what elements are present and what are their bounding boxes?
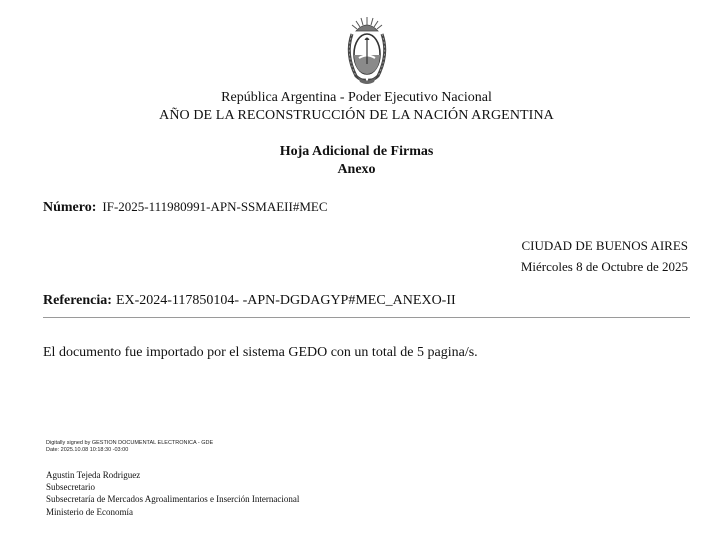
document-number-label: Número: <box>43 200 97 215</box>
document-title: Hoja Adicional de Firmas <box>279 144 434 159</box>
coat-of-arms-icon <box>342 14 392 88</box>
digital-signature-line: Digitally signed by GESTION DOCUMENTAL ELECTRONICA - GDE <box>46 440 214 446</box>
document-number-value: IF-2025-111980991-APN-SSMAEII#MEC <box>102 199 328 214</box>
signer-name: Agustin Tejeda Rodriguez <box>46 470 141 480</box>
digital-signature-stamp <box>46 440 213 454</box>
body-text: El documento fue importado por el sistema GEDO con un total de 5 pagina/s. <box>43 345 478 360</box>
document-subtitle: Anexo <box>337 162 376 177</box>
signer-office: Subsecretaría de Mercados Agroalimentarios e Inserción Internacional <box>46 494 300 505</box>
signer-ministry: Ministerio de Economía <box>46 506 133 517</box>
header-line-2: AÑO DE LA RECONSTRUCCIÓN DE LA NACIÓN ARGENTINA <box>159 108 554 123</box>
reference-value: EX-2024-117850104- -APN-DGDAGYP#MEC_ANEXO-II <box>115 293 456 308</box>
city: CIUDAD DE BUENOS AIRES <box>521 238 688 253</box>
header-line-1: República Argentina - Poder Ejecutivo Nacional <box>221 90 492 105</box>
document-number-row <box>43 199 328 216</box>
reference-label: Referencia: <box>43 293 112 308</box>
date: Miércoles 8 de Octubre de 2025 <box>520 259 688 274</box>
digital-signature-date: Date: 2025.10.08 10:18:30 -03:00 <box>46 447 129 453</box>
signer-role: Subsecretario <box>46 482 95 493</box>
signer-block <box>46 469 299 518</box>
reference-row <box>43 293 456 309</box>
divider <box>43 317 690 318</box>
